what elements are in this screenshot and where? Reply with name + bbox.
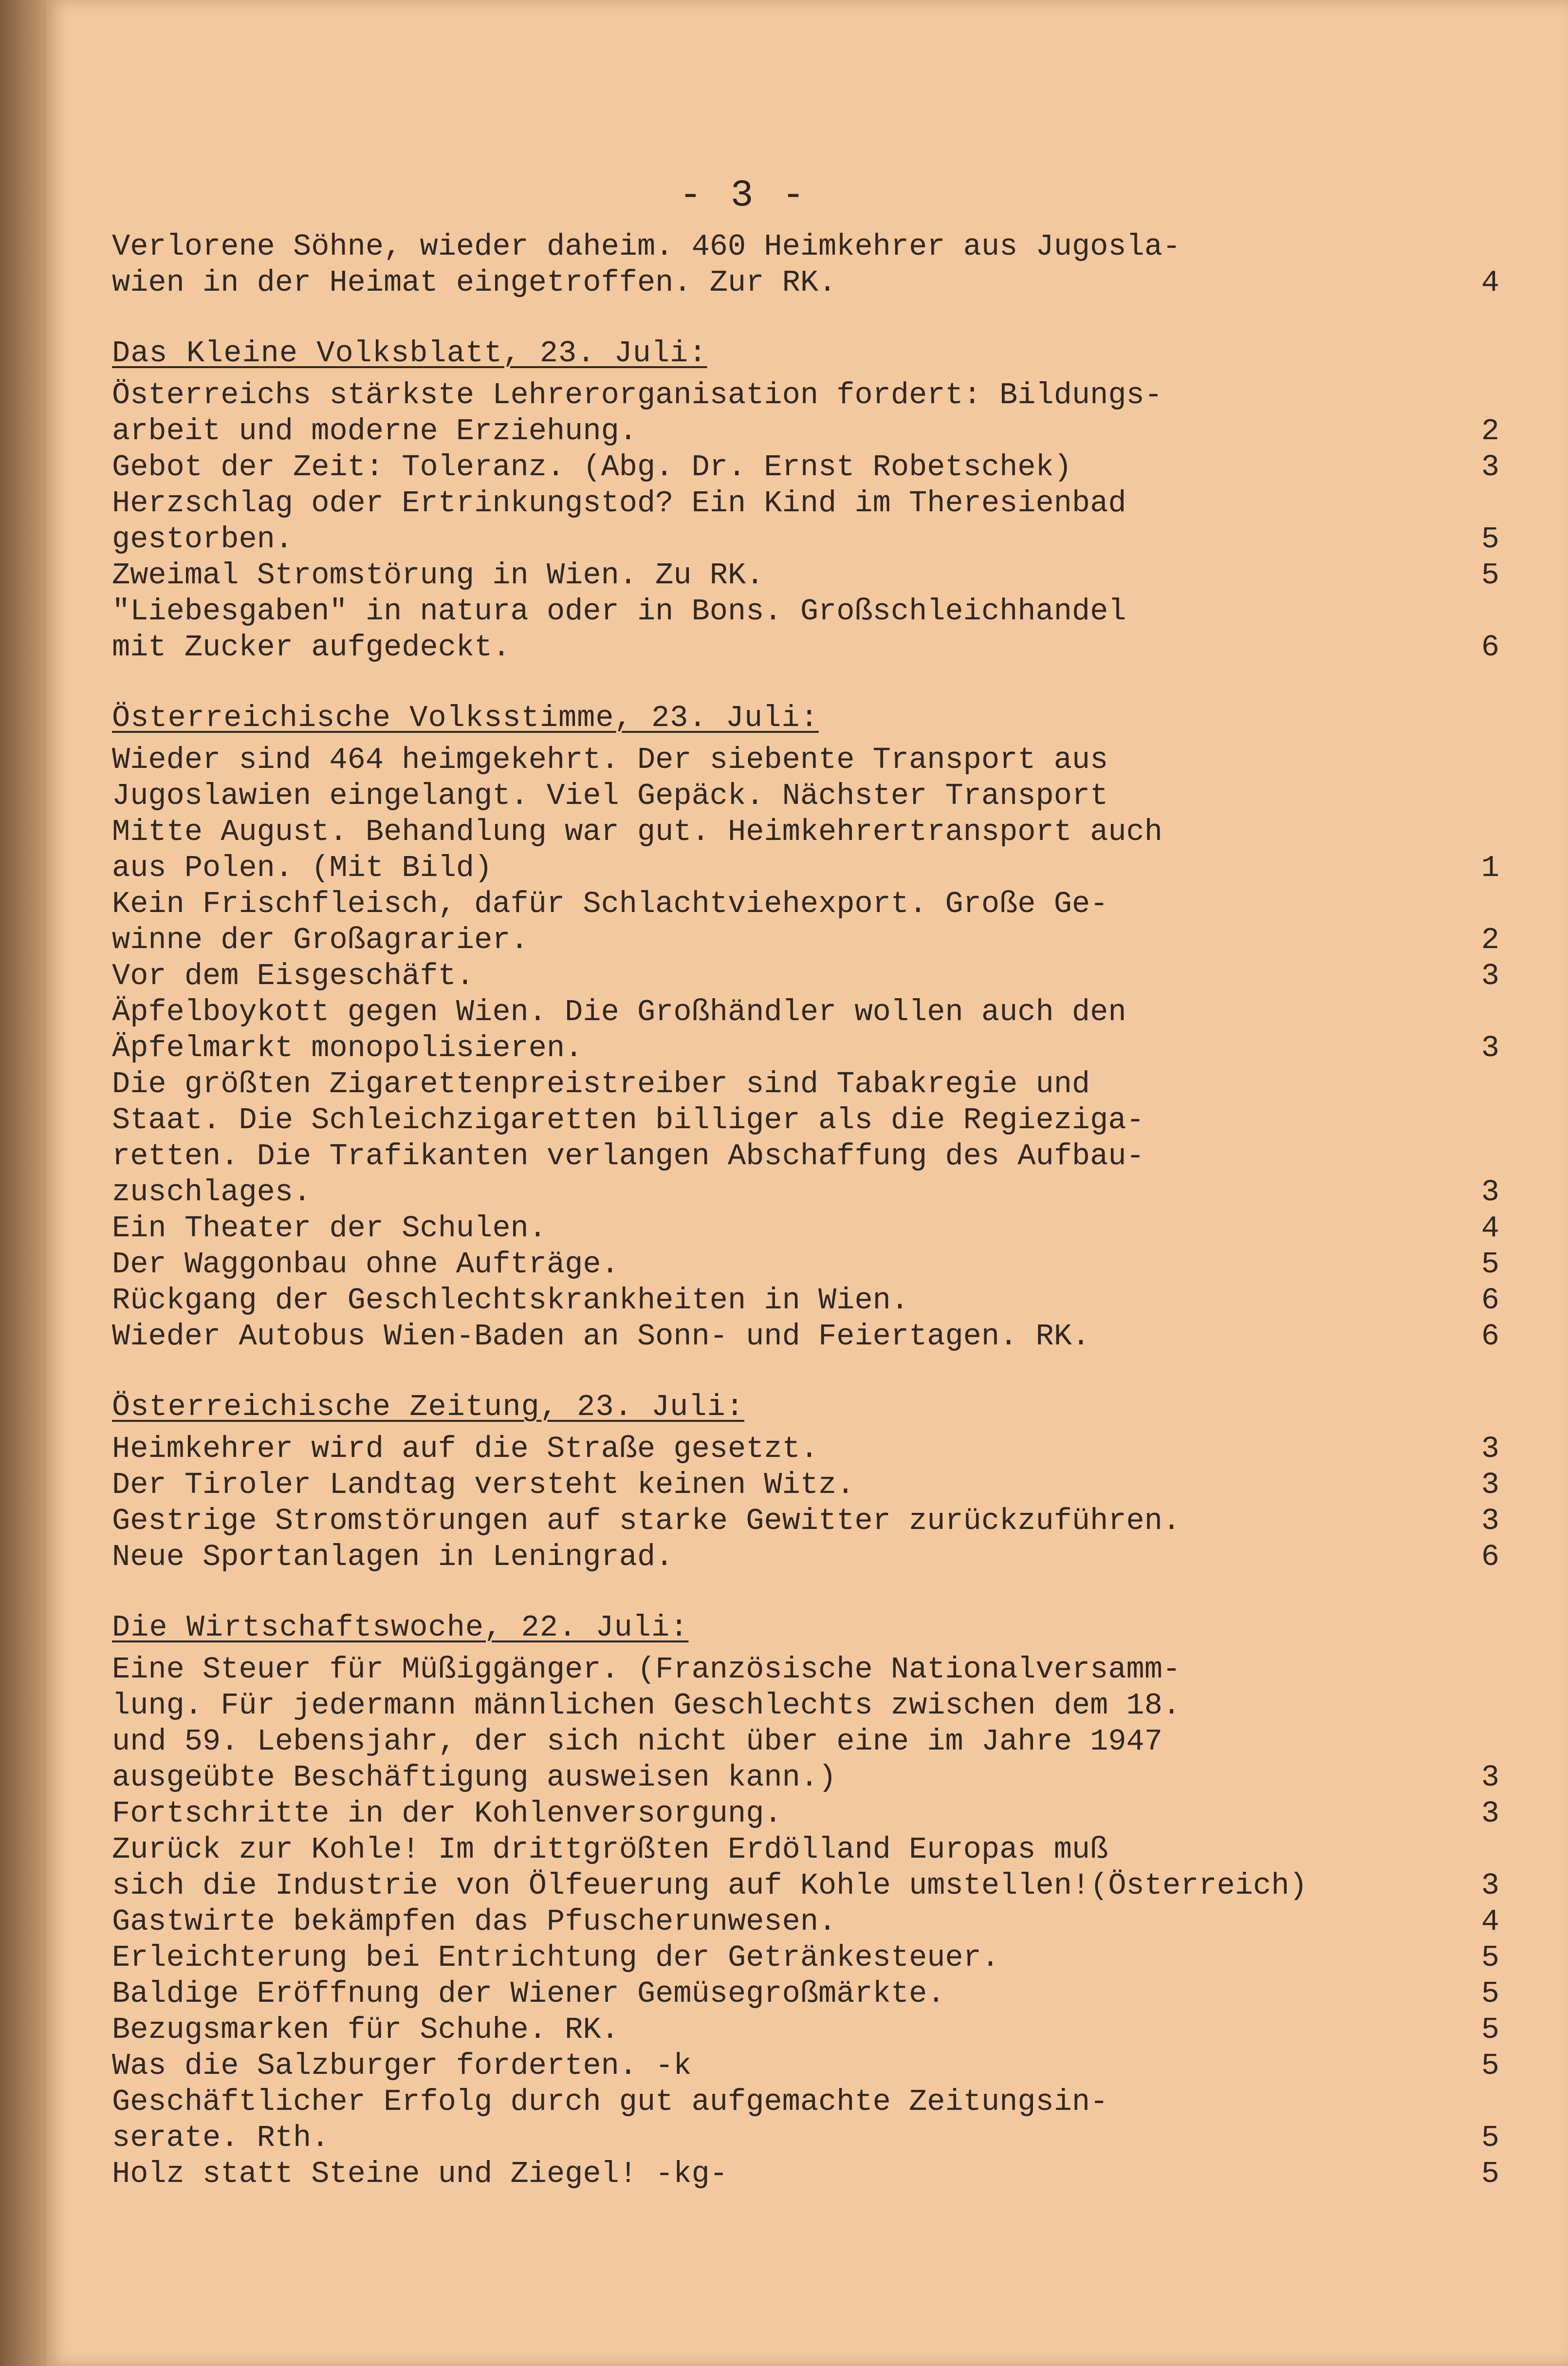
list-item [112, 742, 1514, 886]
entry-text: Wieder sind 464 heimgekehrt. Der siebente Transport aus Jugoslawien eingelangt. Viel Gepäck. Nächster Transport Mitte August. Behandlung war gut. Heimkehrertransport auch aus Polen. (Mit Bild) [112, 743, 1162, 885]
entry-page: 5 [1481, 558, 1499, 593]
list-item [112, 377, 1514, 449]
entry-page: 3 [1481, 1796, 1499, 1831]
list-item [112, 1211, 1514, 1247]
list-item [112, 2012, 1514, 2048]
list-item [112, 594, 1514, 666]
list-item [112, 1832, 1514, 1904]
list-item [112, 1319, 1514, 1355]
entry-page: 5 [1481, 522, 1499, 557]
entry-text: Was die Salzburger forderten. -k [112, 2049, 692, 2083]
entry-page: 3 [1481, 1031, 1499, 1065]
list-item [112, 1247, 1514, 1283]
entry-page: 3 [1481, 1504, 1499, 1538]
entry-text: Holz statt Steine und Ziegel! -kg- [112, 2157, 728, 2191]
entry-text: Fortschritte in der Kohlenversorgung. [112, 1796, 782, 1831]
entry-text: Neue Sportanlagen in Leningrad. [112, 1540, 674, 1574]
section-volksstimme [112, 701, 1514, 1355]
list-item [112, 994, 1514, 1066]
entry-text: Gebot der Zeit: Toleranz. (Abg. Dr. Ernst Robetschek) [112, 450, 1072, 484]
list-item [112, 1904, 1514, 1940]
entry-page: 4 [1481, 1211, 1499, 1246]
list-item [112, 1283, 1514, 1319]
entry-page: 2 [1481, 923, 1499, 957]
list-item [112, 1940, 1514, 1976]
entry-page: 3 [1481, 959, 1499, 993]
list-item [112, 2048, 1514, 2084]
list-item [112, 1539, 1514, 1575]
list-item [112, 1652, 1514, 1796]
list-item [112, 229, 1514, 301]
entry-page: 6 [1481, 630, 1499, 665]
list-item [112, 449, 1514, 485]
entry-page: 6 [1481, 1540, 1499, 1574]
entry-text: Ein Theater der Schulen. [112, 1211, 547, 1246]
list-item [112, 1467, 1514, 1503]
entry-page: 2 [1481, 414, 1499, 448]
entry-text: Rückgang der Geschlechtskrankheiten in Wien. [112, 1283, 909, 1318]
entry-text: Äpfelboykott gegen Wien. Die Großhändler wollen auch den Äpfelmarkt monopolisieren. [112, 995, 1126, 1065]
press-digest [112, 229, 1514, 2227]
list-item [112, 558, 1514, 594]
entry-text: Wieder Autobus Wien-Baden an Sonn- und Feiertagen. RK. [112, 1319, 1090, 1354]
entry-page: 3 [1481, 1432, 1499, 1466]
entry-text: Der Tiroler Landtag versteht keinen Witz. [112, 1468, 855, 1502]
list-item [112, 2156, 1514, 2192]
entry-page: 5 [1481, 2012, 1499, 2047]
section-oesterreichische-zeitung [112, 1390, 1514, 1575]
entry-text: Kein Frischfleisch, dafür Schlachtviehexport. Große Ge- winne der Großagrarier. [112, 887, 1108, 957]
entry-text: Der Waggonbau ohne Aufträge. [112, 1247, 619, 1282]
entry-text: Heimkehrer wird auf die Straße gesetzt. [112, 1432, 819, 1466]
entry-text: Herzschlag oder Ertrinkungstod? Ein Kind im Theresienbad gestorben. [112, 486, 1126, 557]
entry-page: 3 [1481, 1760, 1499, 1795]
entry-text: "Liebesgaben" in natura oder in Bons. Großschleichhandel mit Zucker aufgedeckt. [112, 594, 1126, 665]
entry-page: 6 [1481, 1283, 1499, 1318]
entry-text: Die größten Zigarettenpreistreiber sind Tabakregie und Staat. Die Schleichzigaretten billiger als die Regieziga- retten. Die Trafikanten verlangen Abschaffung des Aufbau- zuschlages. [112, 1067, 1144, 1210]
entry-text: Geschäftlicher Erfolg durch gut aufgemachte Zeitungsin- serate. Rth. [112, 2085, 1108, 2155]
section-heading: Die Wirtschaftswoche, 22. Juli: [112, 1610, 689, 1645]
entry-page: 1 [1481, 851, 1499, 885]
entry-text: Bezugsmarken für Schuhe. RK. [112, 2012, 619, 2047]
entry-text: Baldige Eröffnung der Wiener Gemüsegroßmärkte. [112, 1976, 945, 2011]
list-item [112, 1503, 1514, 1539]
list-item [112, 1431, 1514, 1467]
entry-text: Zweimal Stromstörung in Wien. Zu RK. [112, 558, 764, 593]
entry-page: 5 [1481, 1247, 1499, 1282]
entry-text: Erleichterung bei Entrichtung der Getränkesteuer. [112, 1940, 1000, 1975]
entry-text: Zurück zur Kohle! Im drittgrößten Erdölland Europas muß sich die Industrie von Ölfeuerung auf Kohle umstellen!(Österreich) [112, 1832, 1308, 1903]
entry-page: 4 [1481, 1904, 1499, 1939]
list-item [112, 2084, 1514, 2156]
section-heading: Österreichische Zeitung, 23. Juli: [112, 1390, 745, 1424]
section-heading: Das Kleine Volksblatt, 23. Juli: [112, 336, 707, 371]
entry-text: Österreichs stärkste Lehrerorganisation fordert: Bildungs- arbeit und moderne Erziehung. [112, 378, 1162, 448]
entry-page: 5 [1481, 2049, 1499, 2083]
section-kleine-volksblatt [112, 336, 1514, 666]
entry-page: 3 [1481, 1175, 1499, 1210]
list-item [112, 1066, 1514, 1211]
entry-page: 5 [1481, 1940, 1499, 1975]
list-item [112, 958, 1514, 994]
entry-page: 4 [1481, 265, 1499, 300]
entry-page: 5 [1481, 1976, 1499, 2011]
list-item [112, 1796, 1514, 1832]
entry-page: 3 [1481, 1868, 1499, 1903]
list-item [112, 1976, 1514, 2012]
entry-text: Gastwirte bekämpfen das Pfuscherunwesen. [112, 1904, 837, 1939]
entry-page: 3 [1481, 1468, 1499, 1502]
intro-section [112, 229, 1514, 301]
entry-page: 5 [1481, 2157, 1499, 2191]
list-item [112, 886, 1514, 958]
page-number: - 3 - [679, 174, 808, 217]
entry-text: Eine Steuer für Müßiggänger. (Französische Nationalversamm- lung. Für jedermann männlichen Geschlechts zwischen dem 18. und 59. Lebensjahr, der sich nicht über eine im Jahre 1947 ausgeübte Beschäftigung ausweisen kann.) [112, 1652, 1181, 1795]
entry-page: 3 [1481, 450, 1499, 484]
entry-text: Gestrige Stromstörungen auf starke Gewitter zurückzuführen. [112, 1504, 1181, 1538]
entry-page: 6 [1481, 1319, 1499, 1354]
entry-text: Verlorene Söhne, wieder daheim. 460 Heimkehrer aus Jugosla- wien in der Heimat eingetroffen. Zur RK. [112, 229, 1181, 300]
list-item [112, 485, 1514, 558]
adjacent-page-edge [0, 0, 46, 2366]
entry-text: Vor dem Eisgeschäft. [112, 959, 475, 993]
entry-page: 5 [1481, 2121, 1499, 2155]
section-wirtschaftswoche [112, 1610, 1514, 2192]
section-heading: Österreichische Volksstimme, 23. Juli: [112, 701, 819, 735]
